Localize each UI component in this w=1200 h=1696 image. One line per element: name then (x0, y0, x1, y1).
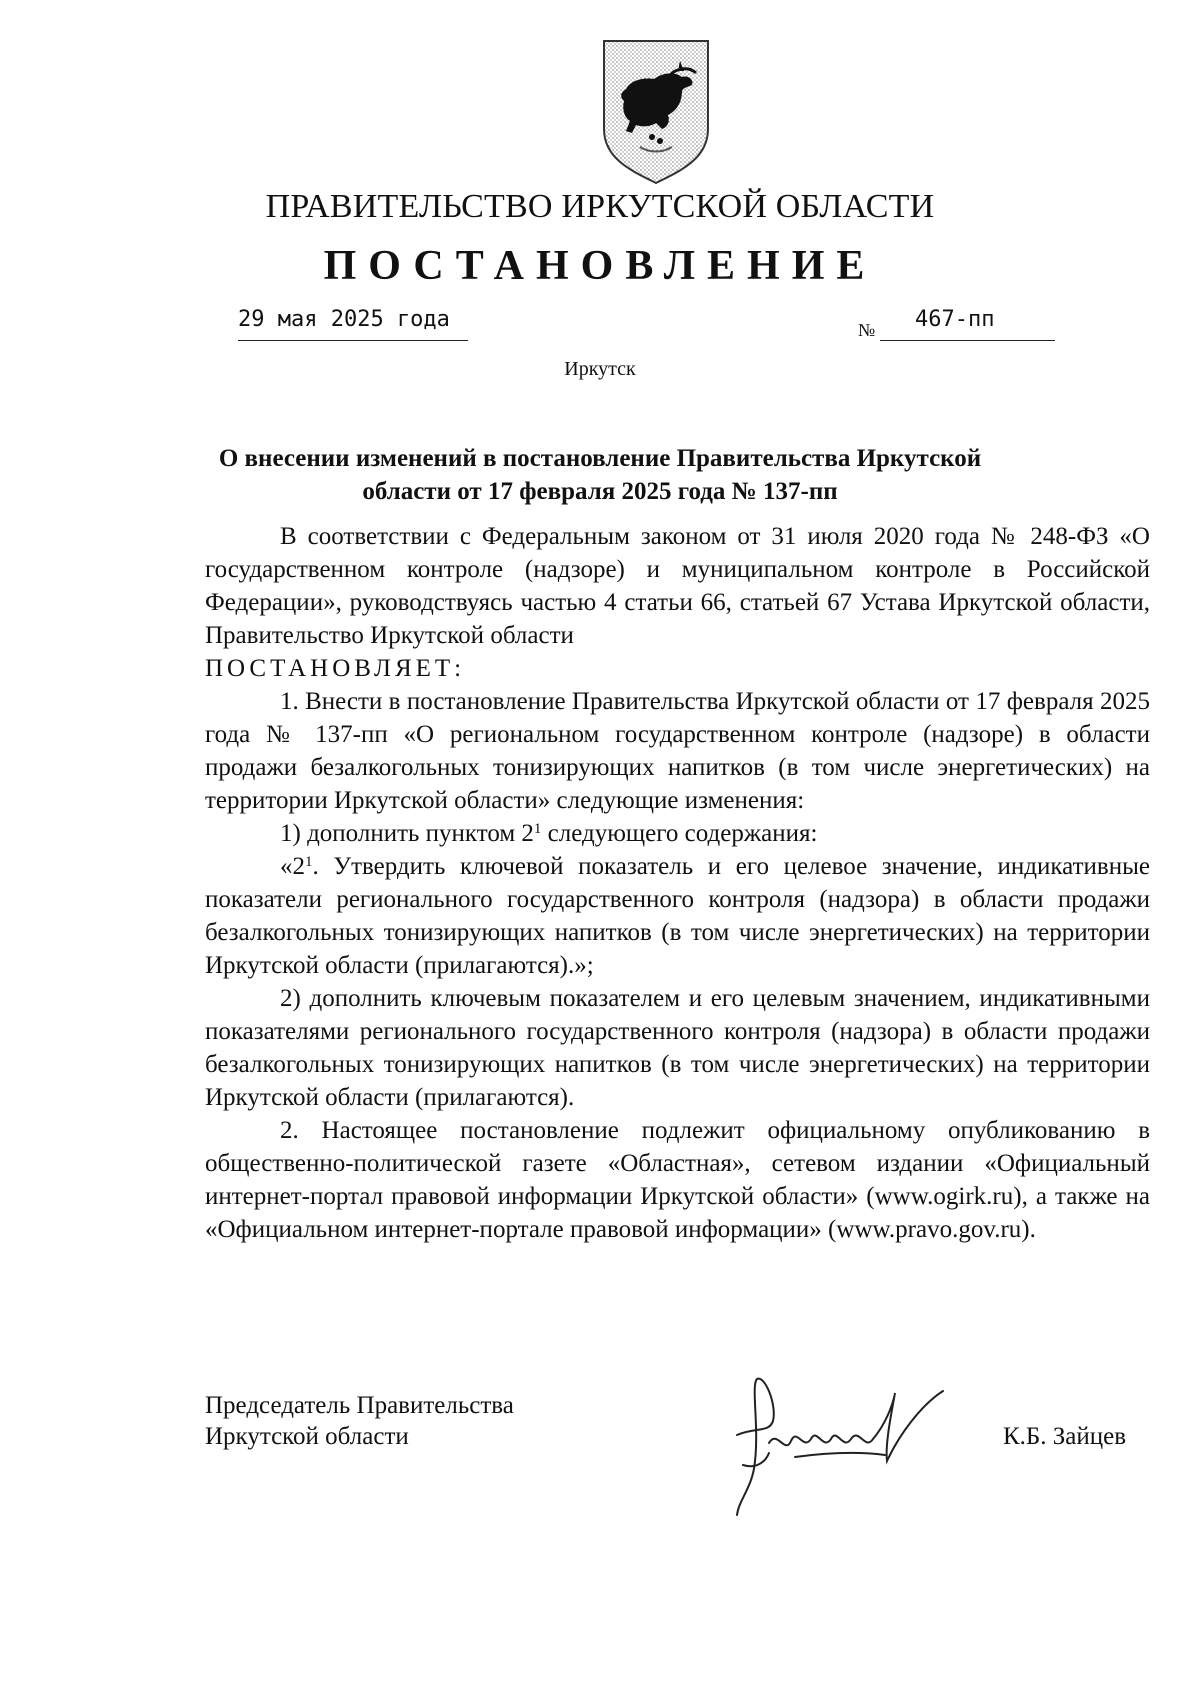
quoted-paragraph (205, 850, 1150, 982)
document-type: ПОСТАНОВЛЕНИЕ (323, 243, 877, 289)
subitem-1-paragraph (205, 817, 1150, 850)
city: Иркутск (564, 358, 636, 380)
item-2-paragraph: 2. Настоящее постановление подлежит официальному опубликованию в общественно-политической газете «Областная», сетевом издании «Официальный интернет-портал правовой информации Иркутской области» (www.ogirk.ru), а также на «Официальном интернет-портале правовой информации» (www.pravo.gov.ru). (205, 1117, 1150, 1243)
heading-line-2: области от 17 февраля 2025 года № 137-пп (362, 478, 838, 505)
subitem-1-text-end: следующего содержания: (541, 820, 818, 847)
handwritten-signature-icon (725, 1365, 965, 1525)
document-number: 467-пп (915, 307, 995, 332)
signatory-position (205, 1390, 514, 1452)
signatory-name: К.Б. Зайцев (1003, 1423, 1127, 1450)
subitem-2-paragraph: 2) дополнить ключевым показателем и его целевым значением, индикативными показателями регионального государственного контроля (надзора) в области продажи безалкогольных тонизирующих напитков (в том числе энергетических) на территории Иркутской области (прилагаются). (205, 985, 1150, 1111)
authority-name: ПРАВИТЕЛЬСТВО ИРКУТСКОЙ ОБЛАСТИ (265, 188, 935, 225)
quote-text: . Утвердить ключевой показатель и его целевое значение, индикативные показатели регионального государственного контроля (надзора) в области продажи безалкогольных тонизирующих напитков (в том числе энергетических) на территории Иркутской области (прилагаются).»; (205, 853, 1150, 979)
subitem-1-text: 1) дополнить пунктом 2 (280, 820, 534, 847)
document-heading (205, 442, 995, 508)
position-line-2: Иркутской области (205, 1423, 409, 1450)
document-date: 29 мая 2025 года (238, 307, 450, 332)
decree-word: ПОСТАНОВЛЯЕТ: (205, 655, 466, 682)
preamble-paragraph: В соответствии с Федеральным законом от 31 июля 2020 года № 248-ФЗ «О государственном контроле (надзоре) и муниципальном контроле в Российской Федерации», руководствуясь частью 4 статьи 66, статьей 67 Устава Иркутской области, Правительство Иркутской области (205, 523, 1150, 649)
position-line-1: Председатель Правительства (205, 1392, 514, 1419)
date-underline (238, 340, 468, 341)
irkutsk-coat-of-arms-icon (596, 37, 716, 187)
quote-number: «2 (280, 853, 305, 880)
number-sign: № (858, 320, 876, 340)
document-body (205, 520, 1150, 1246)
superscript: 1 (533, 820, 542, 837)
superscript: 1 (305, 853, 313, 870)
number-underline (880, 340, 1055, 341)
heading-line-1: О внесении изменений в постановление Правительства Иркутской (218, 445, 982, 472)
item-1-paragraph: 1. Внести в постановление Правительства Иркутской области от 17 февраля 2025 года № 137-пп «О региональном государственном контроле (надзоре) в области продажи безалкогольных тонизирующих напитков (в том числе энергетических) на территории Иркутской области» следующие изменения: (205, 688, 1150, 814)
